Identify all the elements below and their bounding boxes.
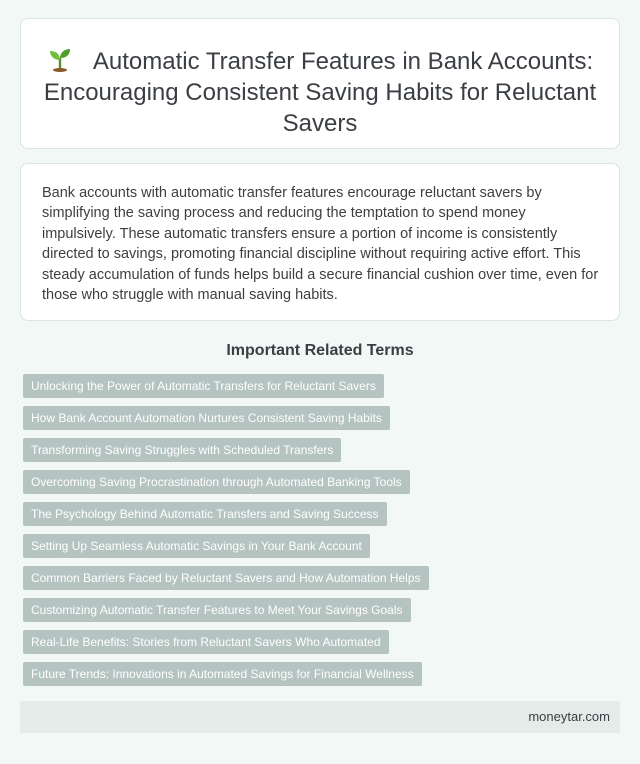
page-title [21,46,619,139]
related-terms-heading: Important Related Terms [226,342,414,359]
footer-site-link[interactable]: moneytar.com [528,709,610,724]
related-term-tag[interactable]: How Bank Account Automation Nurtures Consistent Saving Habits [23,406,390,430]
summary-text: Bank accounts with automatic transfer features encourage reluctant savers by simplifying the saving process and reducing the temptation to spend money impulsively. These automatic transfers ensure a portion of income is consistently directed to savings, promoting financial discipline without requiring active effort. This steady accumulation of funds helps build a secure financial cushion over time, even for those who struggle with manual saving habits. [42,185,599,304]
sprout-icon [47,46,73,72]
related-term-tag[interactable]: The Psychology Behind Automatic Transfers and Saving Success [23,502,387,526]
footer-bar [20,701,620,733]
related-term-tag[interactable]: Common Barriers Faced by Reluctant Savers and How Automation Helps [23,566,429,590]
summary-card [20,163,620,321]
page-title-text: Automatic Transfer Features in Bank Accounts: Encouraging Consistent Saving Habits for Reluctant Savers [43,48,597,137]
related-terms-list [23,374,623,694]
related-term-tag[interactable]: Setting Up Seamless Automatic Savings in Your Bank Account [23,534,370,558]
related-term-tag[interactable]: Overcoming Saving Procrastination through Automated Banking Tools [23,470,410,494]
related-term-tag[interactable]: Future Trends: Innovations in Automated Savings for Financial Wellness [23,662,422,686]
related-term-tag[interactable]: Transforming Saving Struggles with Scheduled Transfers [23,438,341,462]
related-term-tag[interactable]: Customizing Automatic Transfer Features to Meet Your Savings Goals [23,598,411,622]
related-term-tag[interactable]: Unlocking the Power of Automatic Transfers for Reluctant Savers [23,374,384,398]
related-term-tag[interactable]: Real-Life Benefits: Stories from Reluctant Savers Who Automated [23,630,389,654]
title-card [20,18,620,149]
